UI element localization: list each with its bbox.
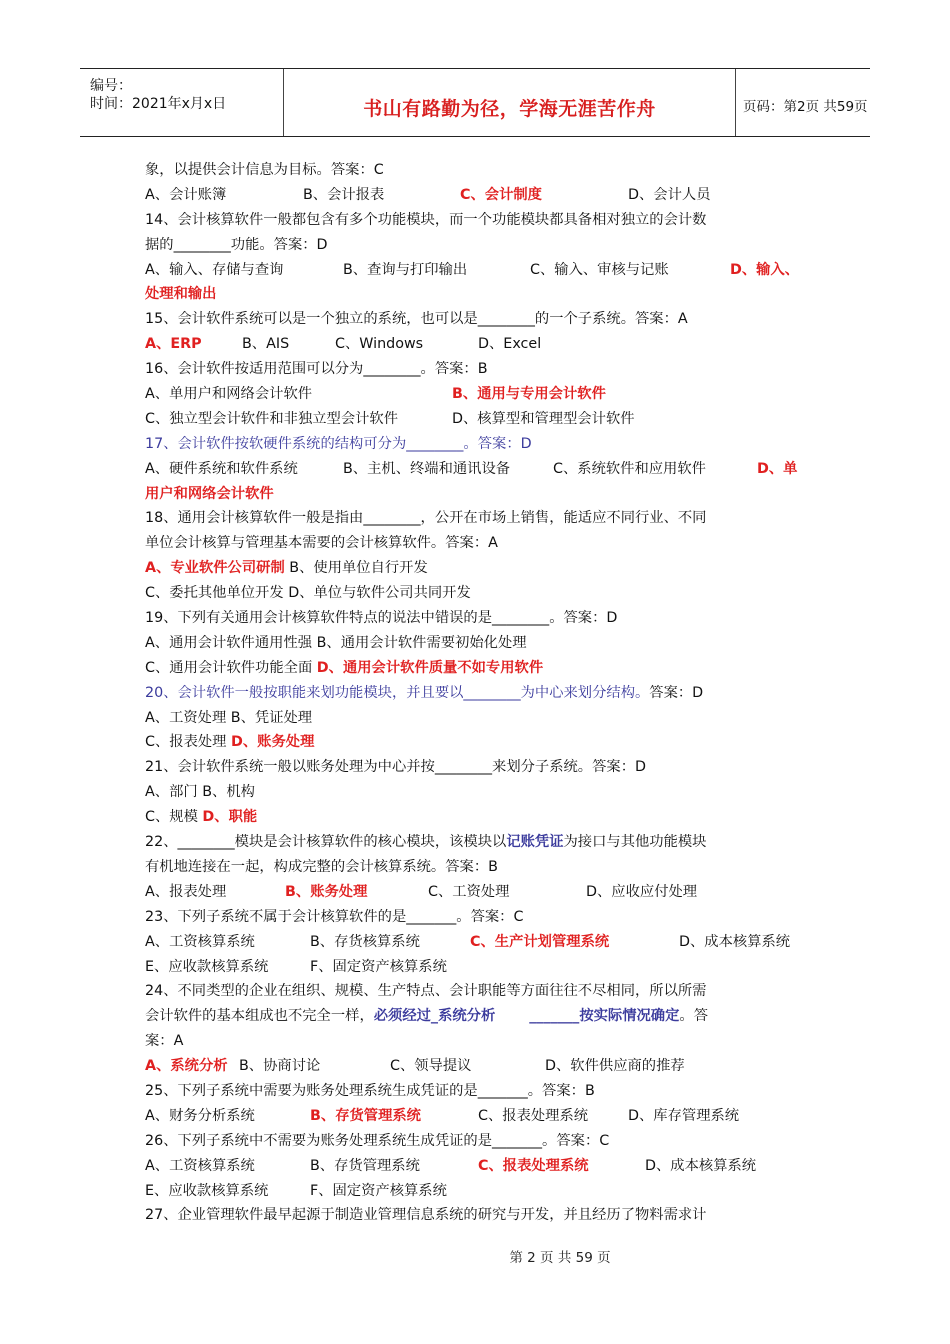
question-text: 14、会计核算软件一般都包含有多个功能模块，而一个功能模块都具备相对独立的会计数: [145, 211, 707, 228]
option-e: E、应收款核算系统: [145, 958, 269, 975]
question-line: [145, 979, 810, 1004]
question-text: 17、会计软件按软硬件系统的结构可分为________。答案：D: [145, 435, 532, 452]
option-b: B、会计报表: [303, 186, 385, 203]
option-b: B、使用单位自行开发: [284, 560, 428, 577]
option-d-answer: D、职能: [202, 809, 258, 826]
options-line: [145, 805, 810, 830]
options-line: [145, 730, 810, 755]
option-a: A、单用户和网络会计软件: [145, 386, 313, 403]
question-text: 24、不同类型的企业在组织、规模、生产特点、会计职能等方面往往不尽相同，所以所需: [145, 983, 707, 1000]
options-line: [145, 581, 810, 606]
option-a: A、硬件系统和软件系统: [145, 460, 298, 477]
question-text: 单位会计核算与管理基本需要的会计核算软件。答案：A: [145, 535, 498, 552]
question-line: [145, 506, 810, 531]
option-c: C、Windows: [335, 336, 424, 353]
header-page-info: 页码：第2页 共59页: [743, 99, 868, 115]
option-d: D、会计人员: [628, 186, 711, 203]
highlight-term: 记账凭证: [506, 834, 564, 851]
question-list: [145, 158, 810, 1228]
question-text: 21、会计软件系统一般以账务处理为中心并按________来划分子系统。答案：D: [145, 759, 646, 776]
option-a: A、财务分析系统: [145, 1107, 255, 1124]
answer-text: 。答: [679, 1008, 708, 1025]
option-d-answer: D、单: [757, 460, 798, 477]
question-text: 16、会计软件按适用范围可以分为________。答案：B: [145, 361, 488, 378]
header-page-cell: [735, 69, 870, 136]
option-c-answer: C、生产计划管理系统: [470, 933, 610, 950]
question-line: [145, 1129, 810, 1154]
option-b-answer: B、账务处理: [285, 883, 368, 900]
option-d: D、库存管理系统: [628, 1107, 740, 1124]
option-c: C、系统软件和应用软件: [553, 460, 706, 477]
options-line: [145, 457, 810, 482]
option-a-answer: A、系统分析: [145, 1058, 228, 1075]
question-text: 18、通用会计核算软件一般是指由________，公开在市场上销售，能适应不同行业、不同: [145, 510, 707, 527]
highlight-term-cont: _______按实际情况确定: [529, 1008, 680, 1025]
option-b: B、AIS: [242, 336, 290, 353]
option-d: D、Excel: [478, 336, 542, 353]
question-line: [145, 905, 810, 930]
option-d-answer: D、账务处理: [231, 734, 315, 751]
options-line: [145, 656, 810, 681]
option-b-answer: B、存货管理系统: [310, 1107, 421, 1124]
question-line: [145, 1079, 810, 1104]
option-f: F、固定资产核算系统: [310, 1182, 447, 1199]
question-line: [145, 1203, 810, 1228]
question-line: [145, 755, 810, 780]
question-line: [145, 1029, 810, 1054]
option-d-answer: D、输入、: [730, 261, 800, 278]
page-header: [80, 68, 870, 137]
option-c: C、独立型会计软件和非独立型会计软件: [145, 410, 399, 427]
question-line: [145, 830, 810, 855]
header-motto: 书山有路勤为径，学海无涯苦作舟: [363, 98, 656, 120]
option-a: A、报表处理: [145, 883, 227, 900]
option-a: A、会计账簿: [145, 186, 227, 203]
option-c-answer: C、会计制度: [460, 186, 542, 203]
options-text: A、部门 B、机构: [145, 784, 255, 801]
question-line-highlight: [145, 681, 810, 706]
header-meta-cell: [80, 69, 283, 136]
options-line: [145, 1179, 810, 1204]
option-b: B、主机、终端和通讯设备: [343, 460, 511, 477]
option-d: D、核算型和管理型会计软件: [452, 410, 635, 427]
options-line: [145, 282, 810, 307]
option-c: C、规模: [145, 809, 203, 826]
option-a-answer: A、专业软件公司研制: [145, 560, 285, 577]
question-text: 案：A: [145, 1033, 184, 1050]
option-c: C、输入、审核与记账: [530, 261, 669, 278]
question-text: 26、下列子系统中不需要为账务处理系统生成凭证的是_______。答案：C: [145, 1132, 610, 1149]
question-line: [145, 1004, 810, 1029]
option-d: D、成本核算系统: [679, 933, 791, 950]
options-text: A、工资处理 B、凭证处理: [145, 709, 313, 726]
options-line: [145, 955, 810, 980]
question-line: [145, 233, 810, 258]
option-d-answer-cont: 用户和网络会计软件: [145, 485, 274, 502]
options-line: [145, 482, 810, 507]
question-text: 据的________功能。答案：D: [145, 236, 328, 253]
options-line: [145, 1154, 810, 1179]
question-text: 有机地连接在一起，构成完整的会计核算系统。答案：B: [145, 858, 498, 875]
option-c: C、报表处理系统: [478, 1107, 589, 1124]
question-text-cont: 为接口与其他功能模块: [563, 834, 707, 851]
option-f: F、固定资产核算系统: [310, 958, 447, 975]
option-d: D、成本核算系统: [645, 1157, 757, 1174]
option-c: C、工资处理: [428, 883, 510, 900]
option-d: D、软件供应商的推荐: [545, 1058, 685, 1075]
option-a: A、输入、存储与查询: [145, 261, 284, 278]
option-d-answer: D、通用会计软件质量不如专用软件: [316, 659, 544, 676]
question-line-highlight: [145, 432, 810, 457]
options-line: [145, 382, 810, 407]
options-line: [145, 556, 810, 581]
doc-number-label: 编号：: [90, 78, 132, 94]
option-b-answer: B、通用与专用会计软件: [452, 386, 606, 403]
question-text: 20、会计软件一般按职能来划功能模块，并且要以________为中心来划分结构。: [145, 684, 650, 701]
question-line: [145, 307, 810, 332]
option-c-answer: C、报表处理系统: [478, 1157, 589, 1174]
page-footer: 第 2 页 共 59 页: [509, 1250, 611, 1266]
question-line: [145, 855, 810, 880]
question-line: [145, 531, 810, 556]
option-e: E、应收款核算系统: [145, 1182, 269, 1199]
question-line: [145, 606, 810, 631]
text-line: [145, 158, 810, 183]
option-a-answer: A、ERP: [145, 336, 202, 353]
option-c: C、通用会计软件功能全面: [145, 659, 317, 676]
question-text: 22、________模块是会计核算软件的核心模块，该模块以: [145, 834, 507, 851]
options-line: [145, 1054, 810, 1079]
question-text: 27、企业管理软件最早起源于制造业管理信息系统的研究与开发，并且经历了物料需求计: [145, 1207, 707, 1224]
option-d: D、应收应付处理: [586, 883, 698, 900]
question-text: 象，以提供会计信息为目标。答案：C: [145, 162, 384, 178]
highlight-term: 必须经过_系统分析: [373, 1008, 496, 1025]
question-text: 15、会计软件系统可以是一个独立的系统，也可以是________的一个子系统。答案：A: [145, 311, 688, 328]
options-line: [145, 706, 810, 731]
option-a: A、工资核算系统: [145, 1157, 255, 1174]
option-b: B、存货核算系统: [310, 933, 420, 950]
question-text: 19、下列有关通用会计核算软件特点的说法中错误的是________。答案：D: [145, 610, 618, 627]
options-line: [145, 780, 810, 805]
options-line: [145, 332, 810, 357]
option-b: B、协商讨论: [239, 1058, 321, 1075]
options-text: C、委托其他单位开发 D、单位与软件公司共同开发: [145, 585, 471, 602]
question-line: [145, 208, 810, 233]
question-line: [145, 357, 810, 382]
option-a: A、工资核算系统: [145, 933, 255, 950]
header-motto-cell: [283, 69, 736, 136]
question-text: 23、下列子系统不属于会计核算软件的是_______。答案：C: [145, 908, 524, 925]
options-line: [145, 930, 810, 955]
options-line: [145, 407, 810, 432]
options-text: A、通用会计软件通用性强 B、通用会计软件需要初始化处理: [145, 634, 527, 651]
question-text: 25、下列子系统中需要为账务处理系统生成凭证的是_______。答案：B: [145, 1082, 595, 1099]
options-line: [145, 183, 810, 208]
option-b: B、查询与打印输出: [343, 261, 468, 278]
option-c: C、领导提议: [390, 1058, 472, 1075]
question-text: 会计软件的基本组成也不完全一样，: [145, 1008, 374, 1025]
options-line: [145, 880, 810, 905]
options-line: [145, 258, 810, 283]
options-line: [145, 631, 810, 656]
option-c: C、报表处理: [145, 734, 232, 751]
doc-date-label: 时间：2021年x月x日: [90, 96, 227, 112]
option-b: B、存货管理系统: [310, 1157, 420, 1174]
option-d-answer-cont: 处理和输出: [145, 286, 217, 303]
answer-text: 答案：D: [649, 684, 704, 701]
options-line: [145, 1104, 810, 1129]
